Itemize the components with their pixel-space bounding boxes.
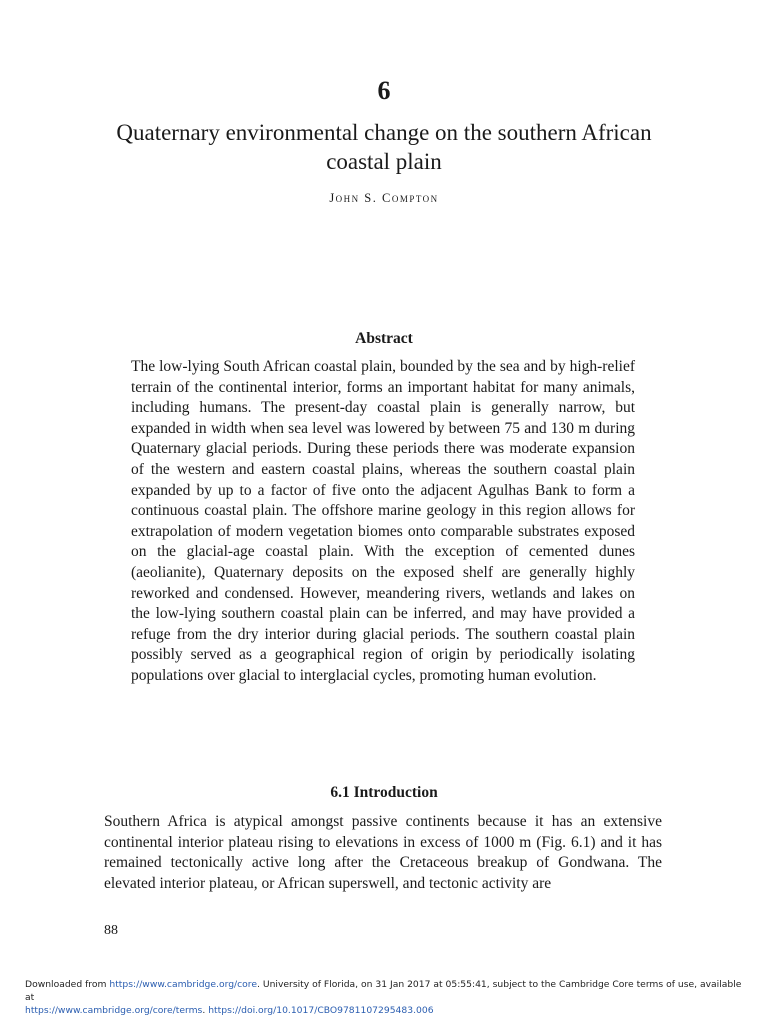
section-heading: 6.1 Introduction xyxy=(330,784,438,801)
abstract-heading: Abstract xyxy=(355,330,413,347)
introduction-body: Southern Africa is atypical amongst passive continents because it has an extensive continental interior plateau rising to elevations in excess of 1000 m (Fig. 6.1) and it has remained tectonically active long after the Cretaceous breakup of Gondwana. The elevated interior plateau, or African superswell, and tectonic activity are xyxy=(104,813,662,892)
doi-link[interactable]: https://doi.org/10.1017/CBO9781107295483.006 xyxy=(208,1005,434,1016)
abstract-body: The low-lying South African coastal plain, bounded by the sea and by high-relief terrain of the continental interior, forms an important habitat for many animals, including humans. The present-day coastal plain is generally narrow, but expanded in width when sea level was lowered by between 75 and 130 m during Quaternary glacial periods. During these periods there was moderate expansion of the western and eastern coastal plains, whereas the southern coastal plain expanded by up to a factor of five onto the adjacent Agulhas Bank to form a continuous coastal plain. The offshore marine geology in this region allows for extrapolation of modern vegetation biomes onto comparable substrates exposed on the glacial-age coastal plain. With the exception of cemented dunes (aeolianite), Quaternary deposits on the exposed shelf are generally highly reworked and condensed. However, meandering rivers, wetlands and lakes on the low-lying southern coastal plain can be inferred, and may have provided a refuge from the dry interior during glacial periods. The southern coastal plain possibly served as a geographical region of origin by periodically isolating populations over glacial to interglacial cycles, promoting human evolution. xyxy=(131,358,635,684)
page-number: 88 xyxy=(104,923,118,938)
chapter-title: Quaternary environmental change on the southern African coastal plain xyxy=(116,120,652,174)
terms-link[interactable]: https://www.cambridge.org/core/terms xyxy=(25,1005,203,1016)
footer-prefix: Downloaded from xyxy=(25,979,110,990)
cambridge-core-link[interactable]: https://www.cambridge.org/core xyxy=(109,979,258,990)
footer-middle: . University of Florida, on 31 Jan 2017 at 05:55:41, subject to the Cambridge Core terms of use, available at xyxy=(25,979,742,1003)
author-name: John S. Compton xyxy=(329,191,439,205)
download-footer xyxy=(25,978,745,1017)
footer-separator: . xyxy=(202,1005,209,1016)
chapter-number: 6 xyxy=(377,76,391,105)
